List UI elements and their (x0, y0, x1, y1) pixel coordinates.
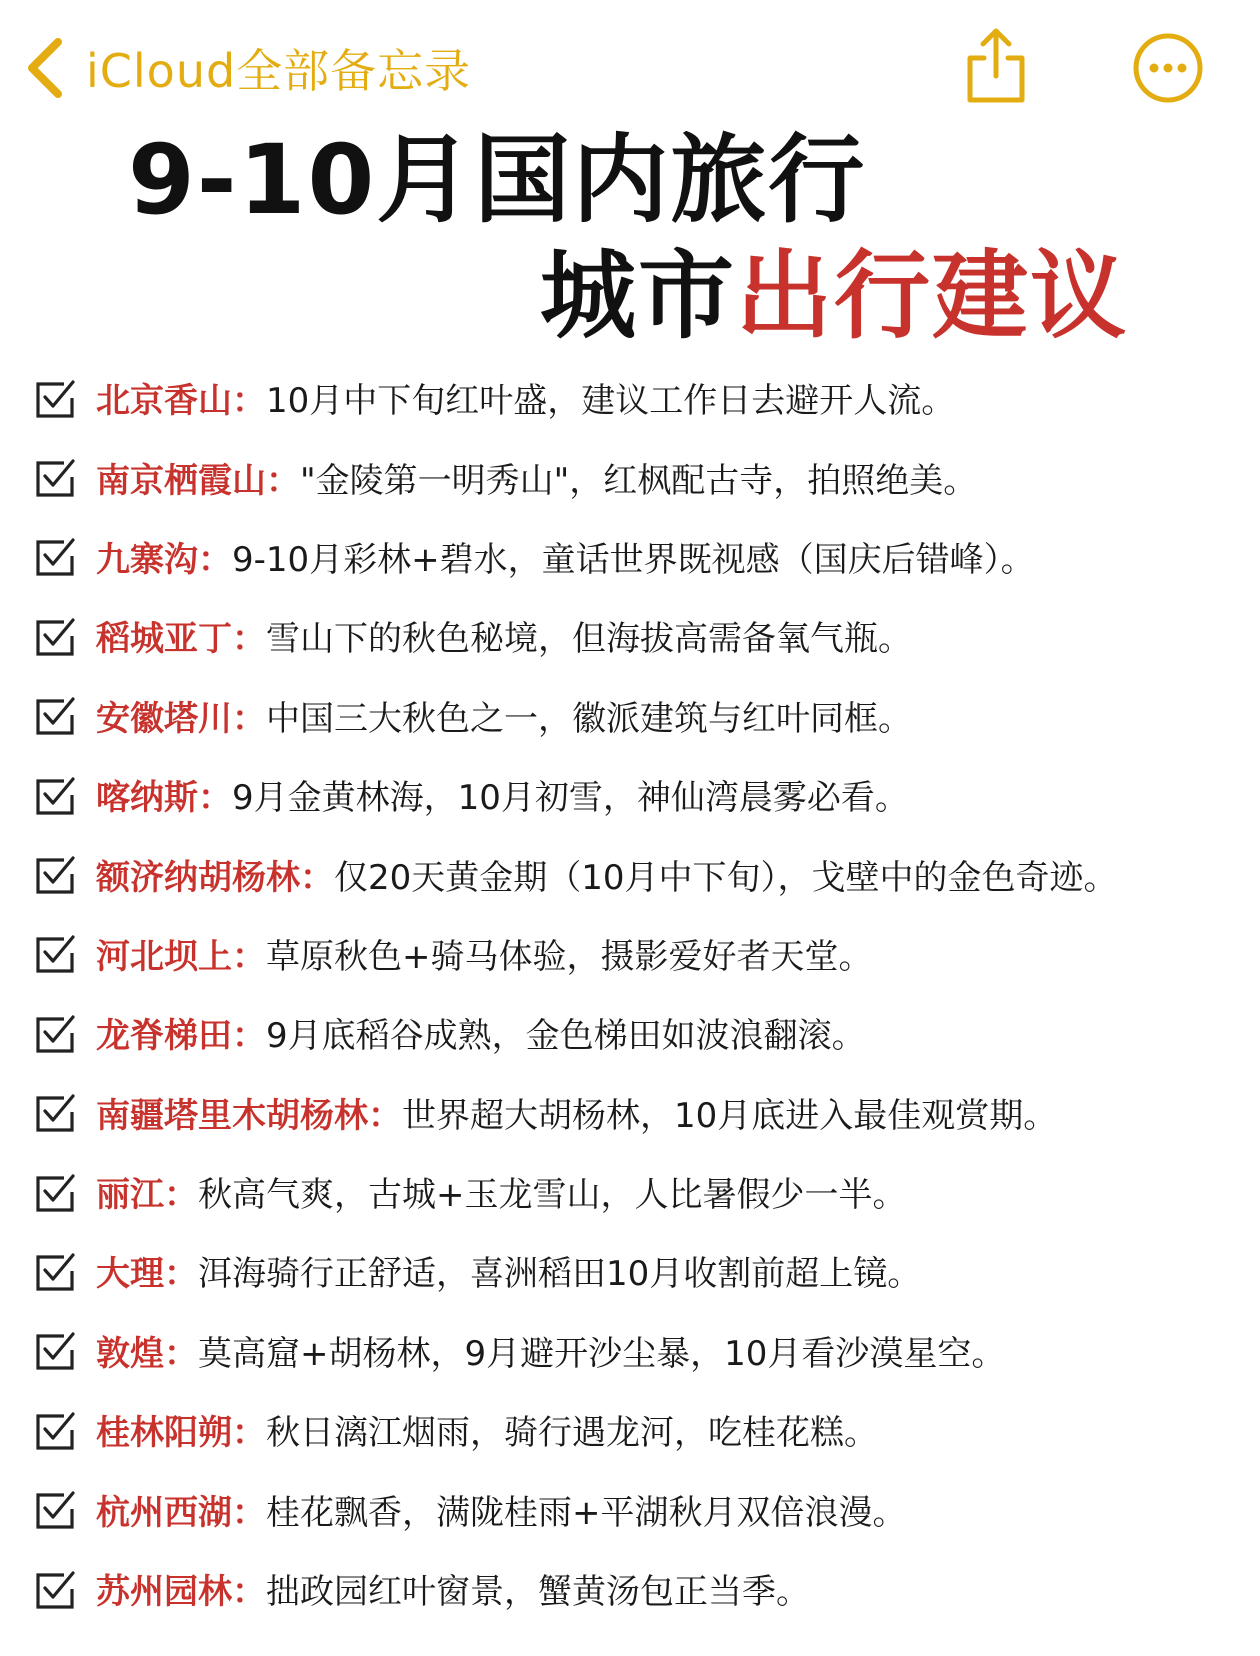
checklist-item (36, 437, 1246, 516)
place-description: 9-10月彩林+碧水，童话世界既视感（国庆后错峰）。 (232, 539, 1035, 580)
checkbox-checked-icon[interactable] (36, 775, 76, 815)
place-description: 9月金黄林海，10月初雪，神仙湾晨雾必看。 (232, 778, 909, 819)
place-name: 九寨沟： (96, 539, 232, 580)
checkbox-checked-icon[interactable] (36, 695, 76, 735)
place-name: 龙脊梯田： (96, 1016, 266, 1057)
checkbox-checked-icon[interactable] (36, 378, 76, 418)
back-button[interactable] (24, 36, 471, 100)
place-name: 杭州西湖： (96, 1492, 266, 1533)
checkbox-checked-icon[interactable] (36, 616, 76, 656)
title-red-part: 出行建议 (736, 240, 1128, 352)
place-description: 莫高窟+胡杨林，9月避开沙尘暴，10月看沙漠星空。 (198, 1333, 1006, 1374)
checklist-item (36, 993, 1246, 1072)
share-icon (962, 26, 1030, 106)
checklist-item (36, 834, 1246, 913)
navigation-bar (0, 0, 1260, 130)
place-description: "金陵第一明秀山"，红枫配古寺，拍照绝美。 (300, 460, 978, 501)
title-black-part: 城市 (540, 240, 736, 352)
place-name: 桂林阳朔： (96, 1413, 266, 1454)
checkbox-checked-icon[interactable] (36, 1410, 76, 1450)
chevron-left-icon (24, 36, 66, 100)
checklist-item (36, 1469, 1246, 1548)
place-name: 安徽塔川： (96, 698, 266, 739)
checklist-item (36, 1390, 1246, 1469)
checkbox-checked-icon[interactable] (36, 933, 76, 973)
checklist (36, 358, 1246, 1628)
note-title-line1: 9-10月国内旅行 (128, 124, 867, 236)
place-name: 南京栖霞山： (96, 460, 300, 501)
place-description: 秋高气爽，古城+玉龙雪山，人比暑假少一半。 (198, 1175, 907, 1216)
checklist-item (36, 755, 1246, 834)
place-name: 大理： (96, 1254, 198, 1295)
more-button[interactable] (1130, 30, 1206, 106)
checklist-item (36, 358, 1246, 437)
back-label: iCloud全部备忘录 (86, 44, 472, 98)
place-name: 敦煌： (96, 1333, 198, 1374)
checklist-item (36, 1549, 1246, 1628)
checklist-item (36, 1311, 1246, 1390)
place-name: 稻城亚丁： (96, 619, 266, 660)
checklist-item (36, 914, 1246, 993)
place-description: 秋日漓江烟雨，骑行遇龙河，吃桂花糕。 (266, 1413, 878, 1454)
place-description: 10月中下旬红叶盛，建议工作日去避开人流。 (266, 381, 956, 422)
checkbox-checked-icon[interactable] (36, 1489, 76, 1529)
checkbox-checked-icon[interactable] (36, 536, 76, 576)
checkbox-checked-icon[interactable] (36, 1013, 76, 1053)
checkbox-checked-icon[interactable] (36, 1172, 76, 1212)
place-name: 丽江： (96, 1175, 198, 1216)
share-button[interactable] (962, 26, 1030, 106)
checklist-item (36, 676, 1246, 755)
checklist-item (36, 1152, 1246, 1231)
place-name: 额济纳胡杨林： (96, 857, 334, 898)
checklist-item (36, 1231, 1246, 1310)
place-description: 世界超大胡杨林，10月底进入最佳观赏期。 (402, 1095, 1058, 1136)
checklist-item (36, 1073, 1246, 1152)
place-name: 南疆塔里木胡杨林： (96, 1095, 402, 1136)
checkbox-checked-icon[interactable] (36, 1569, 76, 1609)
checklist-item (36, 596, 1246, 675)
place-description: 草原秋色+骑马体验，摄影爱好者天堂。 (266, 936, 873, 977)
checklist-item (36, 517, 1246, 596)
checkbox-checked-icon[interactable] (36, 1330, 76, 1370)
place-description: 9月底稻谷成熟，金色梯田如波浪翻滚。 (266, 1016, 866, 1057)
checkbox-checked-icon[interactable] (36, 1251, 76, 1291)
checkbox-checked-icon[interactable] (36, 457, 76, 497)
place-description: 桂花飘香，满陇桂雨+平湖秋月双倍浪漫。 (266, 1492, 907, 1533)
place-description: 洱海骑行正舒适，喜洲稻田10月收割前超上镜。 (198, 1254, 922, 1295)
place-name: 河北坝上： (96, 936, 266, 977)
place-description: 中国三大秋色之一，徽派建筑与红叶同框。 (266, 698, 912, 739)
place-description: 拙政园红叶窗景，蟹黄汤包正当季。 (266, 1572, 810, 1613)
checkbox-checked-icon[interactable] (36, 854, 76, 894)
place-name: 苏州园林： (96, 1572, 266, 1613)
place-description: 仅20天黄金期（10月中下旬），戈壁中的金色奇迹。 (334, 857, 1118, 898)
place-name: 北京香山： (96, 381, 266, 422)
more-icon (1130, 30, 1206, 106)
place-description: 雪山下的秋色秘境，但海拔高需备氧气瓶。 (266, 619, 912, 660)
checkbox-checked-icon[interactable] (36, 1092, 76, 1132)
note-title-line2 (540, 236, 1128, 356)
place-name: 喀纳斯： (96, 778, 232, 819)
